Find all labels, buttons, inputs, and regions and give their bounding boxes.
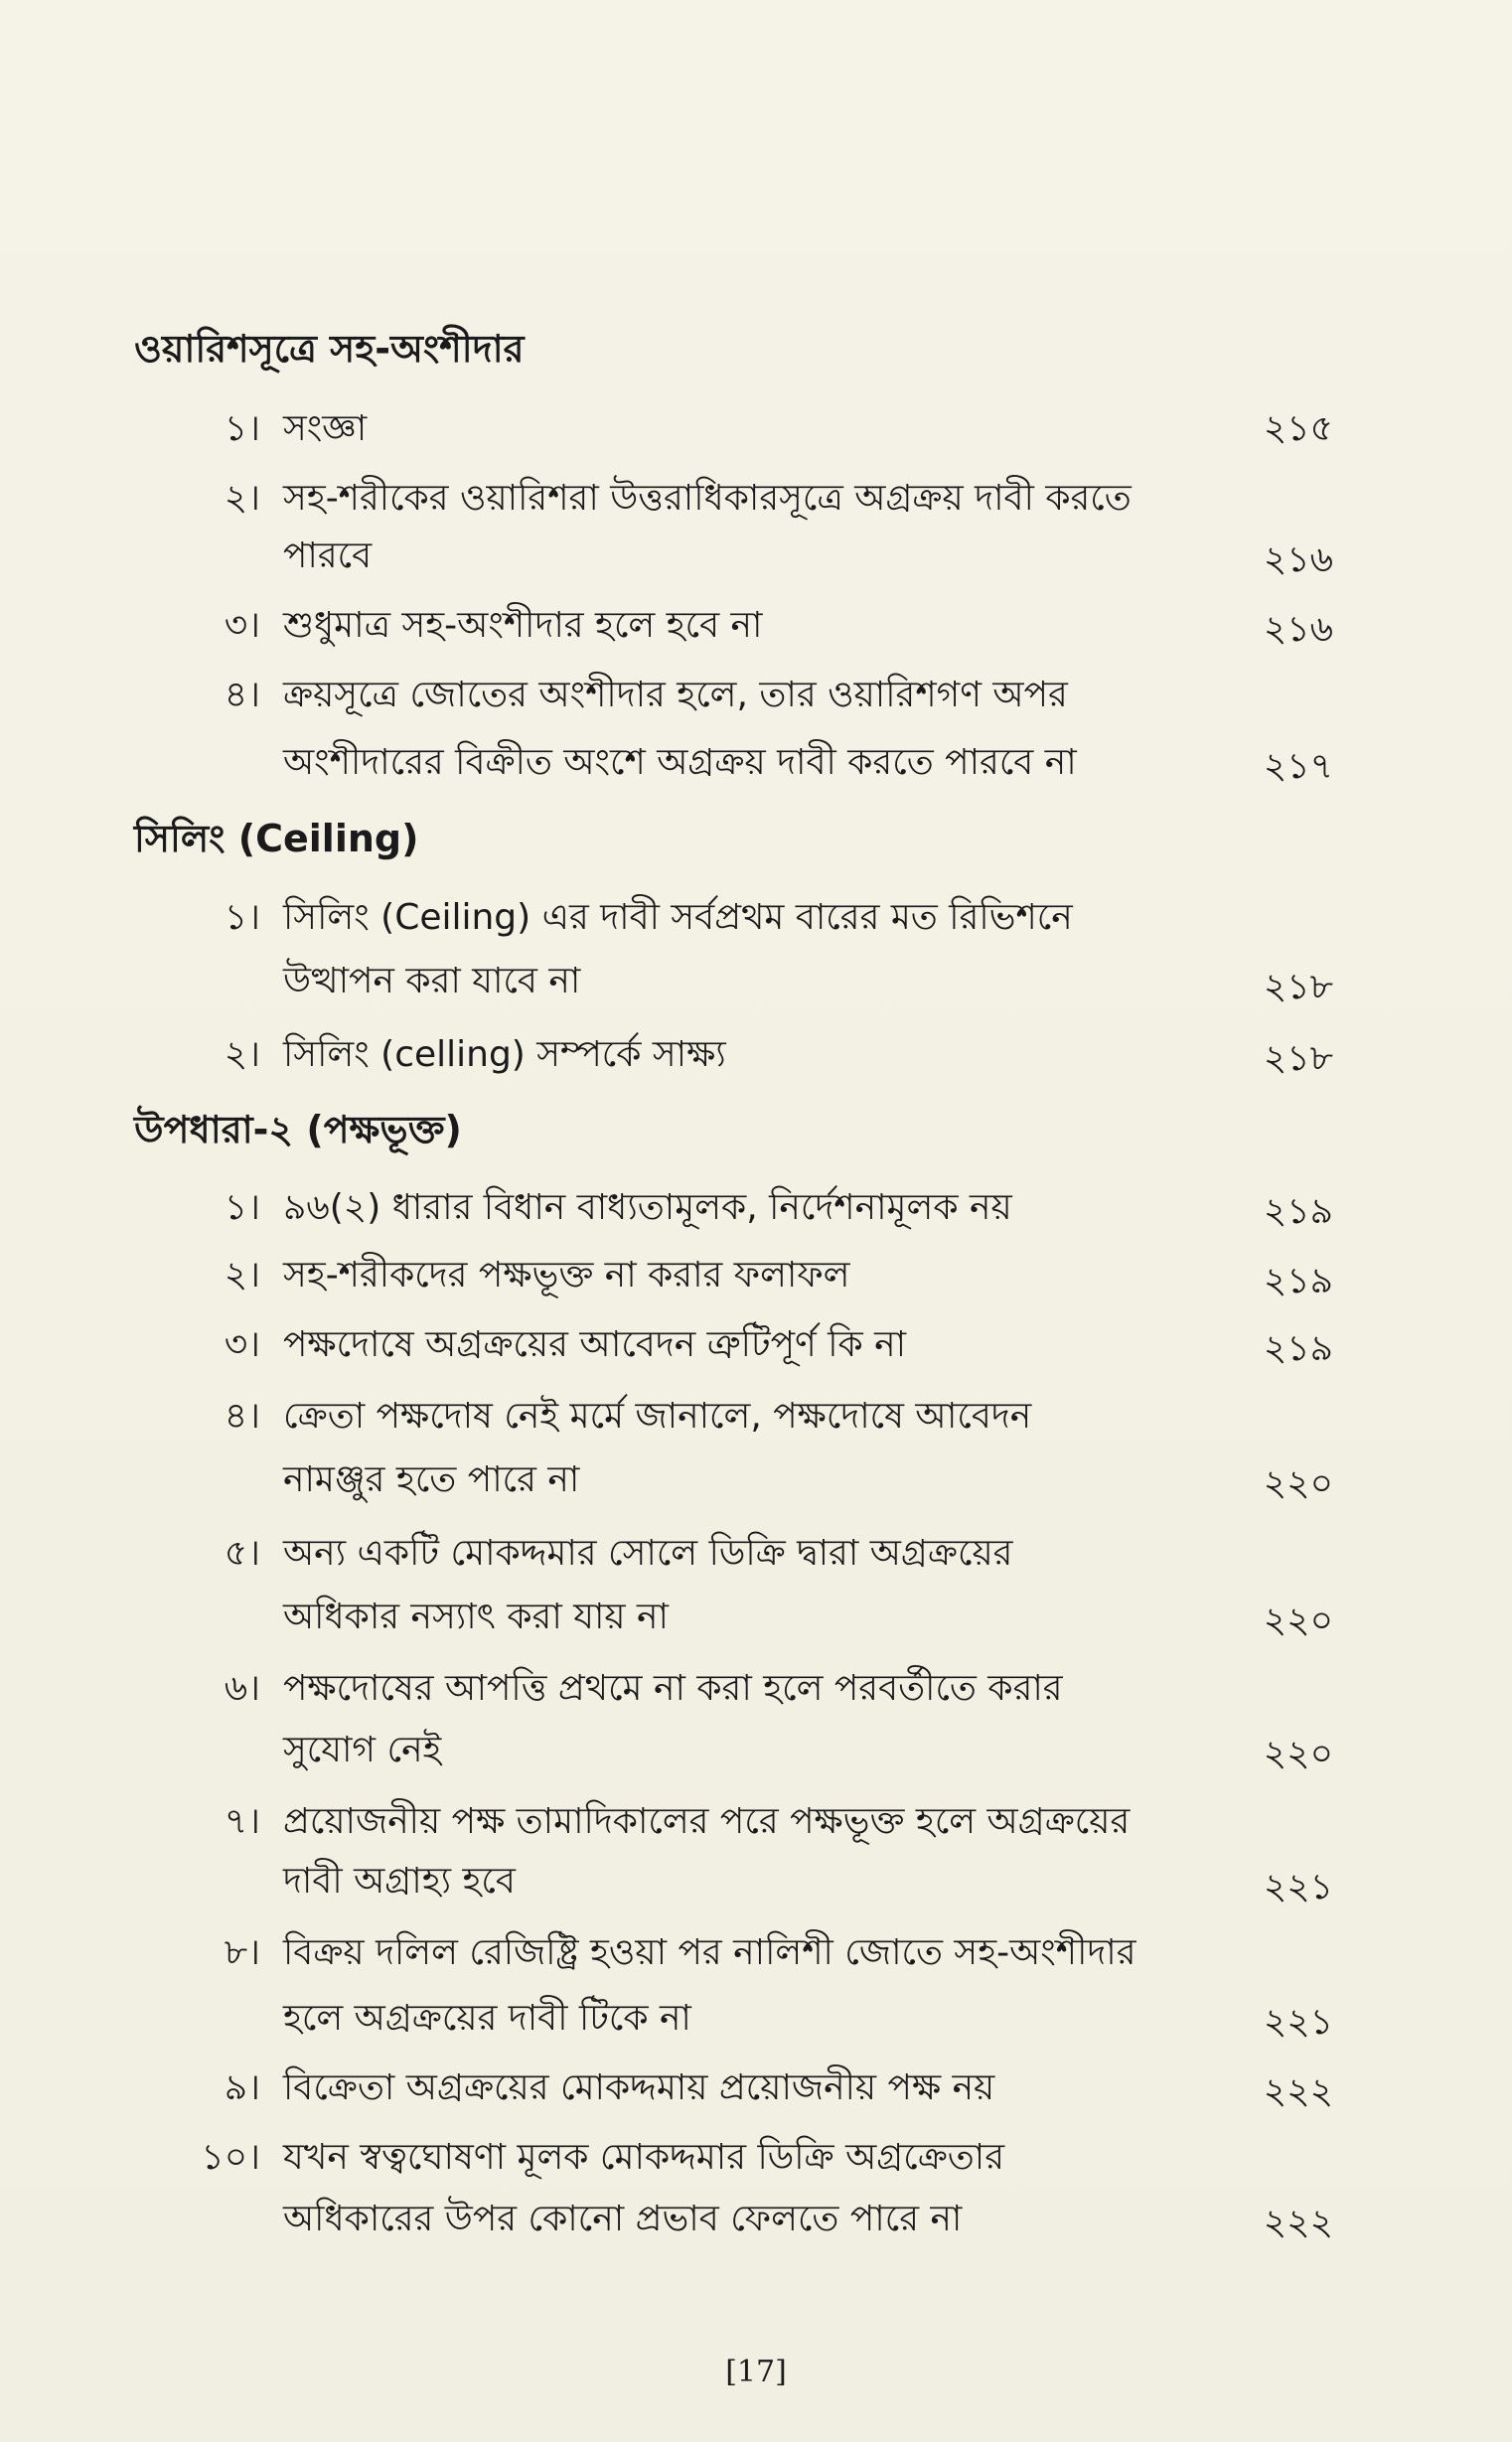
item-number: ১। <box>224 897 260 938</box>
item-text: সিলিং (celling) সম্পর্কে সাক্ষ্য <box>283 1034 726 1075</box>
page-number: ২২২ <box>1263 2203 1333 2243</box>
item-number: ৮। <box>224 1932 260 1973</box>
item-text: অধিকারের উপর কোনো প্রভাব ফেলতে পারে না <box>283 2199 963 2239</box>
item-number: ৬। <box>224 1668 260 1709</box>
item-text: বিক্রয় দলিল রেজিষ্ট্রি হওয়া পর নালিশী জোতে সহ-অংশীদার <box>283 1932 1136 1973</box>
page-number: ২২১ <box>1263 1867 1333 1908</box>
item-text: পারবে <box>283 535 373 576</box>
item-number: ৪। <box>224 1396 260 1437</box>
page-number: ২২০ <box>1263 1734 1333 1774</box>
item-number: ১। <box>224 408 260 449</box>
item-text: সিলিং (Ceiling) এর দাবী সর্বপ্রথম বারের মত রিভিশনে <box>283 897 1073 938</box>
item-text: যখন স্বত্বঘোষণা মূলক মোকদ্দমার ডিক্রি অগ্রক্রেতার <box>283 2137 1005 2178</box>
item-number: ১। <box>224 1187 260 1228</box>
page-number: ২২১ <box>1263 2002 1333 2043</box>
item-number: ৯। <box>224 2067 260 2108</box>
page-number: ২২০ <box>1263 1601 1333 1641</box>
page-number: ২১৭ <box>1263 746 1333 787</box>
item-number: ৭। <box>224 1801 260 1842</box>
page-number: ২১৮ <box>1263 967 1333 1007</box>
page-number: ২১৬ <box>1263 539 1333 580</box>
page-footer-number: [17] <box>725 2355 787 2389</box>
item-text: সহ-শরীকের ওয়ারিশরা উত্তরাধিকারসূত্রে অগ্রক্রয় দাবী করতে <box>283 478 1132 519</box>
item-text: নামঞ্জুর হতে পারে না <box>283 1459 580 1500</box>
item-number: ৩। <box>224 605 260 646</box>
item-number: ৪। <box>224 675 260 715</box>
section-title: সিলিং (Ceiling) <box>134 817 419 860</box>
item-text: প্রয়োজনীয় পক্ষ তামাদিকালের পরে পক্ষভূক্ত হলে অগ্রক্রয়ের <box>283 1801 1131 1842</box>
page-number: ২২২ <box>1263 2071 1333 2112</box>
item-text: অন্য একটি মোকদ্দমার সোলে ডিক্রি দ্বারা অগ্রক্রয়ের <box>283 1533 1013 1574</box>
section-title: উপধারা-২ (পক্ষভূক্ত) <box>134 1108 462 1151</box>
item-number: ২। <box>224 478 260 519</box>
item-number: ২। <box>224 1255 260 1296</box>
item-text: সংজ্ঞা <box>283 408 368 449</box>
item-text: বিক্রেতা অগ্রক্রয়ের মোকদ্দমায় প্রয়োজনীয় পক্ষ নয় <box>283 2067 995 2108</box>
item-number: ৩। <box>224 1324 260 1365</box>
item-number: ৫। <box>224 1533 260 1574</box>
page-number: ২২০ <box>1263 1463 1333 1504</box>
item-text: পক্ষদোষের আপত্তি প্রথমে না করা হলে পরবর্তীতে করার <box>283 1668 1063 1709</box>
page-number: ২১৯ <box>1263 1328 1333 1369</box>
page-number: ২১৯ <box>1263 1191 1333 1232</box>
item-text: শুধুমাত্র সহ-অংশীদার হলে হবে না <box>283 605 763 646</box>
page-number: ২১৬ <box>1263 609 1333 650</box>
item-text: ৯৬(২) ধারার বিধান বাধ্যতামূলক, নির্দেশনামূলক নয় <box>283 1187 1012 1228</box>
page-number: ২১৮ <box>1263 1038 1333 1079</box>
item-text: হলে অগ্রক্রয়ের দাবী টিকে না <box>283 1998 691 2039</box>
item-number: ২। <box>224 1034 260 1075</box>
page-number: ২১৫ <box>1263 408 1333 449</box>
item-text: ক্রয়সূত্রে জোতের অংশীদার হলে, তার ওয়ারিশগণ অপর <box>283 675 1068 715</box>
page-number: ২১৯ <box>1263 1261 1333 1301</box>
item-text: পক্ষদোষে অগ্রক্রয়ের আবেদন ত্রুটিপূর্ণ কি না <box>283 1324 907 1365</box>
item-text: সুযোগ নেই <box>283 1730 442 1770</box>
item-text: সহ-শরীকদের পক্ষভূক্ত না করার ফলাফল <box>283 1255 850 1296</box>
item-text: দাবী অগ্রাহ্য হবে <box>283 1861 516 1902</box>
item-text: উত্থাপন করা যাবে না <box>283 961 581 1001</box>
item-text: ক্রেতা পক্ষদোষ নেই মর্মে জানালে, পক্ষদোষে আবেদন <box>283 1396 1032 1437</box>
item-number: ১০। <box>201 2137 260 2178</box>
item-text: অধিকার নস্যাৎ করা যায় না <box>283 1597 669 1637</box>
section-title: ওয়ারিশসূত্রে সহ-অংশীদার <box>134 327 525 371</box>
item-text: অংশীদারের বিক্রীত অংশে অগ্রক্রয় দাবী করতে পারবে না <box>283 742 1077 783</box>
